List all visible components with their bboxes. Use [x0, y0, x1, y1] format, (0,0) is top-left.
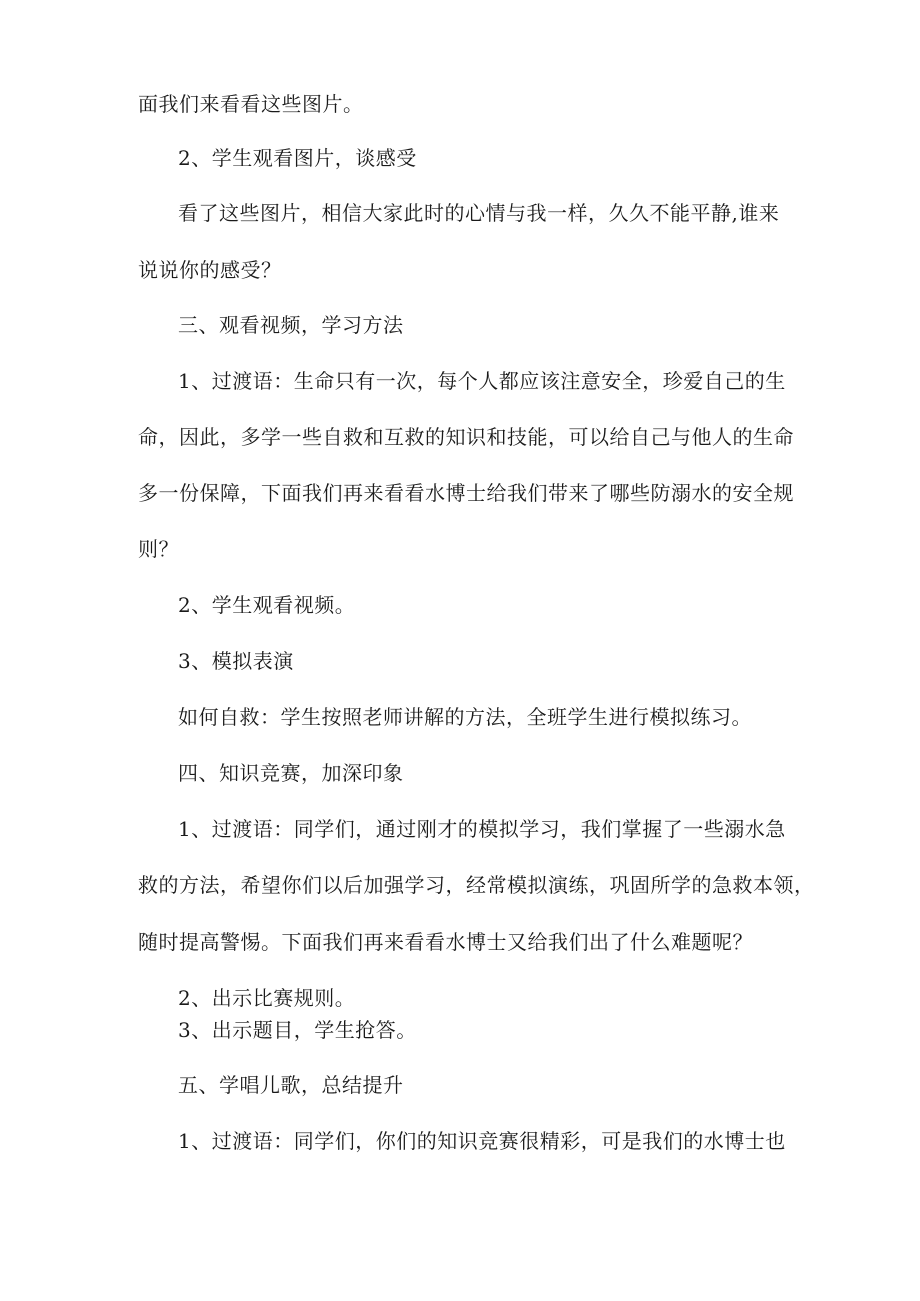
paragraph-line: 1、过渡语：同学们，你们的知识竞赛很精彩，可是我们的水博士也 [178, 1129, 786, 1153]
paragraph-line: 2、出示比赛规则。 [178, 986, 356, 1010]
paragraph-line: 面我们来看看这些图片。 [138, 92, 364, 116]
paragraph-line: 看了这些图片，相信大家此时的心情与我一样，久久不能平静,谁来 [178, 201, 780, 225]
paragraph-line: 1、过渡语：生命只有一次，每个人都应该注意安全，珍爱自己的生 [178, 369, 786, 393]
section-heading: 四、知识竞赛，加深印象 [178, 761, 404, 785]
paragraph-line: 2、学生观看视频。 [178, 593, 356, 617]
paragraph-line: 说说你的感受？ [138, 258, 282, 282]
section-heading: 五、学唱儿歌，总结提升 [178, 1073, 404, 1097]
section-heading: 三、观看视频，学习方法 [178, 313, 404, 337]
paragraph-line: 如何自救：学生按照老师讲解的方法，全班学生进行模拟练习。 [178, 705, 752, 729]
paragraph-line: 3、模拟表演 [178, 649, 294, 673]
paragraph-line: 随时提高警惕。下面我们再来看看水博士又给我们出了什么难题呢？ [138, 930, 753, 954]
paragraph-line: 救的方法，希望你们以后加强学习，经常模拟演练，巩固所学的急救本领， [138, 873, 815, 897]
paragraph-line: 3、出示题目，学生抢答。 [178, 1018, 417, 1042]
paragraph-line: 命，因此，多学一些自救和互救的知识和技能，可以给自己与他人的生命 [138, 425, 794, 449]
paragraph-line: 则？ [138, 537, 179, 561]
paragraph-line: 2、学生观看图片，谈感受 [178, 146, 417, 170]
paragraph-line: 多一份保障，下面我们再来看看水博士给我们带来了哪些防溺水的安全规 [138, 481, 794, 505]
paragraph-line: 1、过渡语：同学们，通过刚才的模拟学习，我们掌握了一些溺水急 [178, 817, 786, 841]
